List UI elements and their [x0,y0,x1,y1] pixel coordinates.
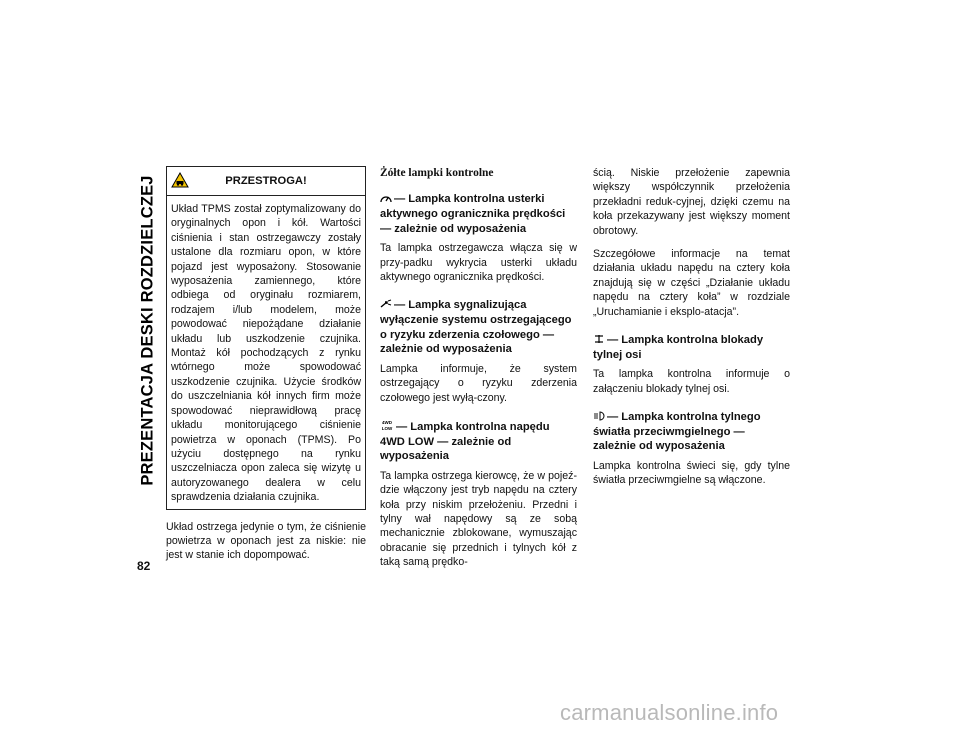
svg-text:LOW: LOW [381,426,393,431]
item-body: Lampka kontrolna świeci się, gdy tylne światła przeciwmgielne są włączone. [593,459,790,487]
svg-text:4WD: 4WD [382,420,392,425]
item-body: Lampka informuje, że system ostrzegający o ryzyku zderzenia czołowego jest wyłą-czony. [380,362,577,404]
page-number: 82 [137,559,151,573]
column-1 [166,166,366,572]
warning-header [167,167,365,196]
column-2 [380,166,577,579]
rear-axle-lock-icon [593,334,605,344]
section-title: Żółte lampki kontrolne [380,167,494,179]
item-heading: — Lampka kontrolna blokady tylnej osi [593,334,764,361]
item-heading: — Lampka sygnalizująca wyłączenie systemu ostrzegającego o ryzyku zderzenia czołowego — zależnie od wyposażenia [380,299,572,356]
speed-limiter-fault-icon [380,193,392,203]
item-heading: 4WD LOW — Lampka kontrolna napędu 4WD LOW — zależnie od wyposażenia [380,420,550,463]
chapter-title: PREZENTACJA DESKI ROZDZIELCZEJ [138,174,157,486]
warning-box [166,166,366,510]
warning-title: PRZESTROGA! [225,174,307,187]
column-3 [593,166,790,497]
paragraph: Układ ostrzega jedynie o tym, że ciśnienie powietrza w oponach jest za niskie: nie jest w stanie ich dopompować. [166,520,366,562]
item-heading: — Lampka kontrolna tylnego światła przeciwmgielnego — zależnie od wyposażenia [593,411,761,453]
warning-triangle-icon [171,172,189,188]
paragraph: ścią. Niskie przełożenie zapewnia większy współczynnik przełożenia przekładni reduk-cyjnej, dzięki czemu na koła przekazywany jest większy moment obrotowy. [593,167,790,237]
4wd-low-icon [380,419,394,431]
rear-fog-light-icon [593,411,605,421]
paragraph: Szczegółowe informacje na temat działania układu napędu na cztery koła znajdują się w części „Działanie układu napędu na cztery koła” w rozdziale „Uruchamianie i eksplo-atacja”. [593,248,790,318]
item-body: Ta lampka ostrzega kierowcę, że w pojeź-dzie włączony jest tryb napędu na cztery koła przy niskim przełożeniu. Przedni i tylny wał napędowy są ze sobą mechanicznie zblokowane, wymuszając obracanie się przednich i tylnych kół z taką samą prędko- [380,469,577,569]
item-heading: — Lampka kontrolna usterki aktywnego ogranicznika prędkości — zależnie od wyposażenia [380,193,566,235]
watermark: carmanualsonline.info [560,700,779,725]
item-body: Ta lampka ostrzegawcza włącza się w przy-padku wykrycia usterki układu aktywnego ogranicznika prędkości. [380,242,577,283]
item-body: Ta lampka kontrolna informuje o załączeniu blokady tylnej osi. [593,368,790,395]
warning-text: Układ TPMS został zoptymalizowany do oryginalnych opon i kół. Wartości ciśnienia i stan ostrzegawczy zostały ustalone dla rozmiaru opon, w które pojazd jest wyposażony. Stosowanie wyposażenia zamiennego, które odbiega od oryginału rozmiarem, rodzajem i/lub modelem, może powodować niepożądane działanie układu lub uszkodzenie czujnika. Montaż kół pochodzących z rynku wtórnego może spowodować uszkodzenie czujnika. Użycie środków do uszczelniania kół innych firm może spowodować nieprawidłową pracę układu monitorującego ciśnienie powietrza w oponach (TPMS). Po użyciu dostępnego na rynku uszczelniacza opon zaleca się wizytę u autoryzowanego dealera w celu sprawdzenia działania czujnika. [171,203,361,504]
forward-collision-warning-icon [380,299,392,309]
